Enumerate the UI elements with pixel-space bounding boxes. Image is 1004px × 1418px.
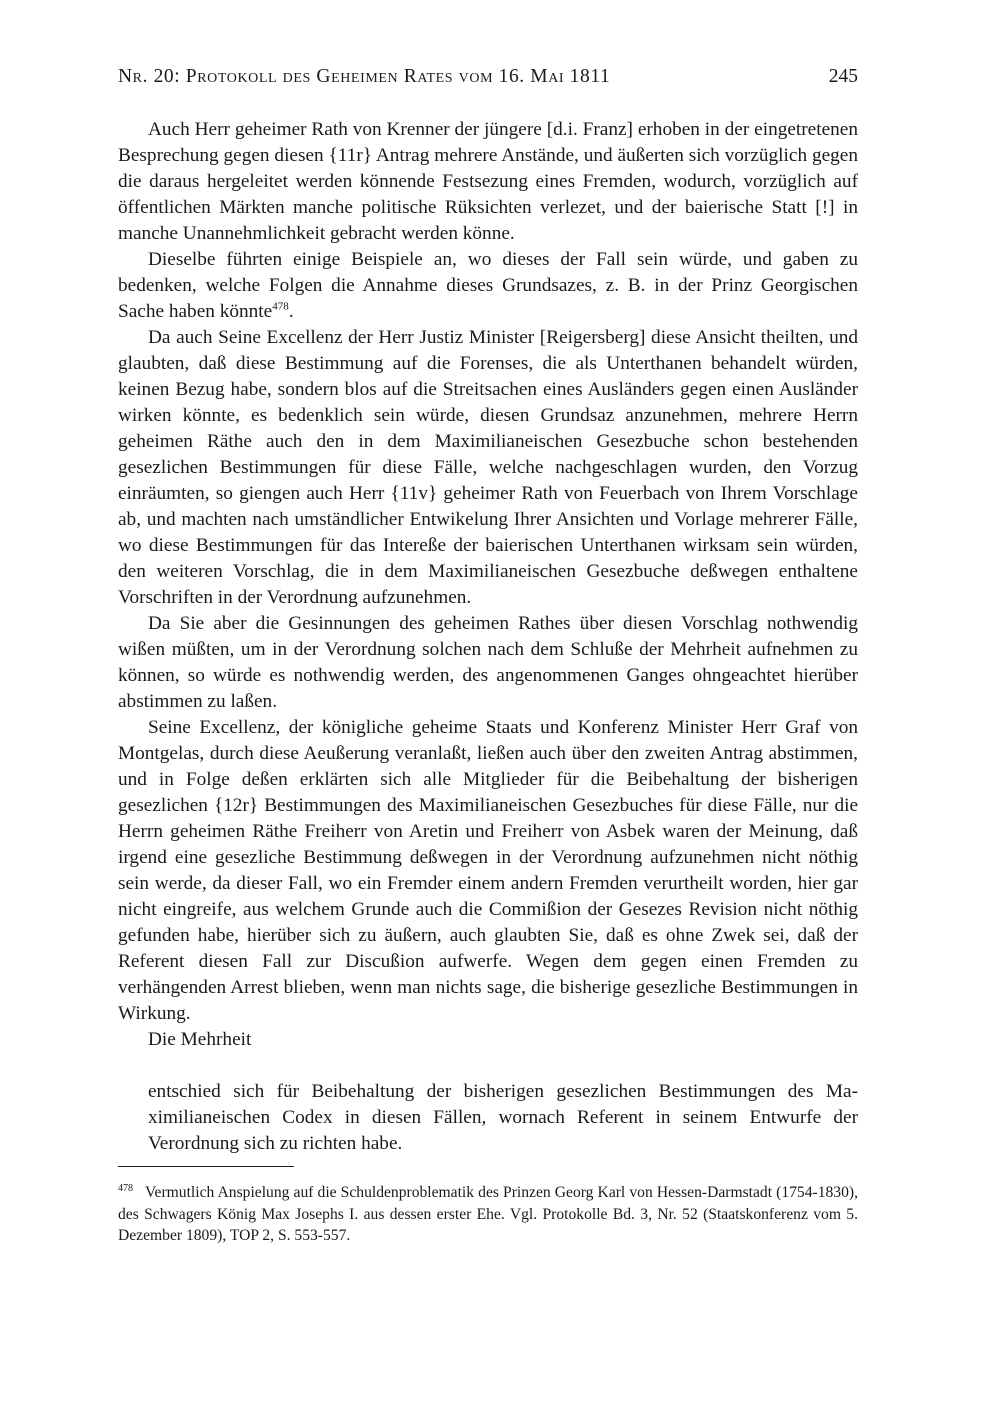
paragraph: Die Mehrheit	[148, 1029, 252, 1050]
footnote-divider	[118, 1166, 294, 1167]
footnote-reference: 478	[272, 300, 289, 313]
page-number: 245	[828, 66, 858, 87]
paragraph	[118, 247, 858, 325]
paragraph: Auch Herr geheimer Rath von Krenner der jüngere [d.i. Franz] erhoben in der eingetretenen Besprechung gegen diesen {11r} Antrag mehrere Anstände, und äußerten sich vorzüglich gegen die daraus hergeleitet werden könnende Festsezung eines Fremden, wodurch, vorzüglich auf öffentlichen Märkten manche politische Rüksichten verlezet, und der baierische Statt [!] in manche Unannehmlichkeit gebracht werden könne.	[118, 119, 858, 244]
paragraph: Seine Excellenz, der königliche geheime Staats und Konferenz Minister Herr Graf von Montgelas, durch diese Aeußerung veranlaßt, ließen auch über den zweiten Antrag abstimmen, und in Folge deßen erklärten sich alle Mitglieder für die Beibehaltung der bisherigen gesezlichen {12r} Bestimmungen des Maximilianeischen Gesezbuches für diese Fälle, nur die Herrn geheimen Räthe Freiherr von Aretin und Freiherr von Asbek waren der Meinung, daß irgend eine gesezliche Bestimmung deßwegen in der Verordnung aufzunehmen nicht nöthig sein werde, da dieser Fall, wo ein Fremder einem andern Fremden verurtheilt worden, hier gar nicht eingreife, aus welchem Grunde auch die Commißion der Gesezes Revision nicht nöthig gefunden habe, hierüber sich zu äußern, auch glaubten Sie, daß es ohne Zwek sei, daß der Referent diesen Fall zur Discußion aufwerfe. Wegen dem gegen einen Fremden zu verhängenden Arrest blieben, wenn man nichts sage, die bisherige gesezliche Bestimmungen in Wirkung.	[118, 717, 858, 1024]
running-header	[118, 66, 858, 92]
footnotes	[118, 1182, 858, 1247]
resolution-paragraph: entschied sich für Beibehaltung der bisherigen gesezlichen Bestimmungen des Maximilianeischen Codex in diesen Fällen, wornach Referent in seinem Entwurfe der Verordnung sich zu richten habe.	[148, 1081, 858, 1154]
paragraph: Da auch Seine Excellenz der Herr Justiz Minister [Reigersberg] diese Ansicht theilten, und glaubten, daß diese Bestimmung auf die Forenses, die als Unterthanen behandelt würden, keinen Bezug habe, sondern blos auf die Streitsachen eines Ausländers gegen einen Ausländer wirken könnte, es bedenklich sein würde, diesen Grundsaz anzunehmen, mehrere Herrn geheimen Räthe auch den in dem Maximilianeischen Gesezbuche schon bestehenden gesezlichen Bestimmungen für diese Fälle, welche nachgeschlagen wurden, den Vorzug einräumten, so giengen auch Herr {11v} geheimer Rath von Feuerbach von Ihrem Vorschlage ab, und machten nach umständlicher Entwikelung Ihrer Ansichten und Vorlage mehrerer Fälle, wo diese Bestimmungen für das Intereße der baierischen Unterthanen wirksam sein würden, den weiteren Vorschlag, die in dem Maximilianeischen Gesezbuche deßwegen enthaltene Vorschriften in der Verordnung aufzunehmen.	[118, 327, 858, 608]
footnote-text: Vermutlich Anspielung auf die Schuldenproblematik des Prinzen Georg Karl von Hessen-Darmstadt (1754-1830), des Schwagers König Max Josephs I. aus dessen erster Ehe. Vgl. Protokolle Bd. 3, Nr. 52 (Staatskonferenz vom 5. Dezember 1809), TOP 2, S. 553-557.	[118, 1184, 858, 1244]
footnote	[118, 1182, 858, 1247]
running-title: Nr. 20: Protokoll des Geheimen Rates vom 16. Mai 1811	[118, 66, 611, 87]
footnote-number: 478	[118, 1182, 133, 1194]
main-text	[118, 117, 858, 1157]
paragraph-text: Dieselbe führten einige Beispiele an, wo dieses der Fall sein würde, und gaben zu bedenken, welche Folgen die Annahme dieses Grundsazes, z. B. in der Prinz Georgischen Sache haben könnte	[118, 249, 858, 322]
paragraph-punctuation: .	[288, 301, 294, 322]
paragraph: Da Sie aber die Gesinnungen des geheimen Rathes über diesen Vorschlag nothwendig wißen müßten, um in der Verordnung solchen nach dem Schluße der Mehrheit aufnehmen zu können, so würde es nothwendig werden, des angenommenen Ganges ohngeachtet hierüber abstimmen zu laßen.	[118, 613, 858, 712]
